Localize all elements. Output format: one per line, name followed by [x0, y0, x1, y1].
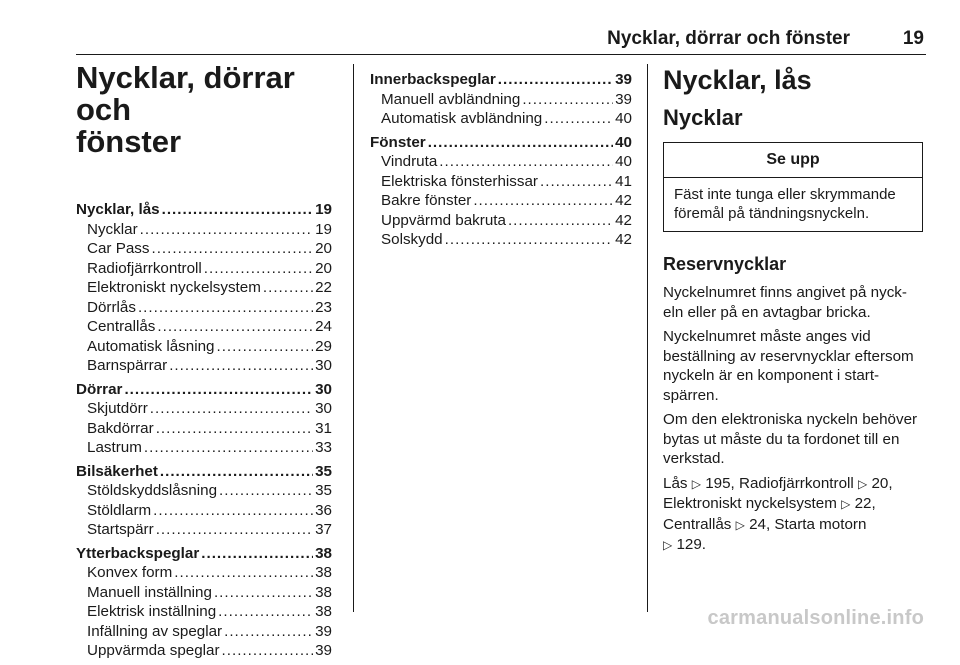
toc-page-number: 29 [315, 337, 332, 355]
toc-label: Startspärr [87, 521, 154, 538]
toc-item[interactable] [76, 641, 332, 661]
toc-item[interactable] [76, 438, 332, 458]
toc-page-number: 20 [315, 259, 332, 277]
toc-leader [140, 220, 313, 240]
toc-page-number: 36 [315, 501, 332, 519]
toc-leader [204, 259, 313, 279]
toc-item[interactable] [76, 520, 332, 540]
toc-group-heading[interactable] [76, 200, 332, 220]
toc-leader [160, 462, 313, 482]
toc-leader [222, 641, 314, 661]
cross-references [663, 474, 926, 556]
toc-group-heading[interactable] [76, 544, 332, 564]
toc-page-number: 41 [615, 172, 632, 190]
text-line: spärren. [663, 386, 719, 404]
toc-label: Fönster [370, 133, 426, 151]
text-line: Nyckelnumret finns angivet på nyck- [663, 284, 907, 301]
toc-label: Car Pass [87, 240, 150, 257]
toc-leader [439, 152, 613, 172]
toc-leader [157, 317, 313, 337]
toc-label: Manuell avbländning [381, 90, 521, 108]
toc-item[interactable] [76, 583, 332, 603]
toc-item[interactable] [76, 356, 332, 376]
toc-label: Automatisk avbländning [381, 110, 543, 127]
toc-item[interactable] [370, 211, 632, 231]
toc-group-heading[interactable] [76, 462, 332, 482]
toc-group [370, 133, 632, 250]
toc-label: Manuell inställning [87, 583, 212, 601]
subsection-title: Reservnycklar [663, 254, 787, 274]
toc-leader [151, 239, 313, 259]
toc-label: Uppvärmd bakruta [381, 211, 506, 229]
page-ref-arrow-icon: ▷ [691, 476, 701, 491]
toc-group-heading[interactable] [370, 70, 632, 90]
warning-line: Fäst inte tunga eller skrymmande [674, 186, 896, 203]
toc-page-number: 40 [615, 133, 632, 151]
toc-label: Elektroniskt nyckelsystem [87, 279, 261, 296]
toc-label: Bilsäkerhet [76, 462, 158, 480]
toc-page-number: 40 [615, 153, 632, 170]
text-line: verkstad. [663, 450, 725, 467]
toc-group-heading[interactable] [76, 380, 332, 400]
toc-page-number: 42 [615, 211, 632, 229]
chapter-title: Nycklar, dörrar och fönster [76, 60, 295, 159]
toc-page-number: 23 [315, 298, 332, 316]
toc-page-number: 37 [315, 521, 332, 538]
text-line: bytas ut måste du ta fordonet till en [663, 430, 900, 448]
toc-item[interactable] [76, 501, 332, 521]
toc-page-number: 33 [315, 439, 332, 456]
toc-leader [522, 90, 613, 110]
warning-title: Se upp [664, 143, 922, 178]
toc-group [76, 380, 332, 458]
toc-leader [218, 602, 313, 622]
left-column [76, 62, 332, 665]
column-divider-right [647, 64, 648, 612]
toc-page-number: 40 [615, 110, 632, 127]
toc-leader [156, 520, 313, 540]
column-divider-left [353, 64, 354, 612]
table-of-contents-left [76, 200, 332, 661]
toc-item[interactable] [76, 481, 332, 501]
toc-page-number: 22 [315, 279, 332, 296]
toc-label: Stöldskyddslåsning [87, 482, 218, 499]
toc-leader [224, 622, 313, 642]
toc-label: Vindruta [381, 153, 438, 170]
ref-text: 195, Radiofjärrkontroll [705, 474, 854, 492]
toc-group [76, 544, 332, 661]
toc-leader [124, 380, 313, 400]
toc-page-number: 24 [315, 318, 332, 335]
toc-label: Solskydd [381, 231, 443, 248]
toc-leader [138, 298, 313, 318]
page-ref-arrow-icon: ▷ [735, 517, 745, 532]
toc-leader [169, 356, 313, 376]
table-of-contents-middle [370, 70, 632, 250]
toc-label: Konvex form [87, 564, 173, 581]
ref-text: 129. [676, 536, 707, 553]
ref-text: 20, [871, 474, 893, 492]
text-line: Om den elektroniska nyckeln behöver [663, 411, 918, 428]
toc-page-number: 20 [315, 240, 332, 257]
toc-item[interactable] [370, 172, 632, 192]
ref-text: 24, Starta motorn [749, 515, 867, 533]
toc-item[interactable] [370, 90, 632, 110]
toc-label: Skjutdörr [87, 400, 148, 417]
toc-page-number: 39 [315, 642, 332, 659]
toc-page-number: 35 [315, 462, 332, 480]
toc-item[interactable] [76, 298, 332, 318]
toc-leader [153, 501, 313, 521]
toc-label: Infällning av speglar [87, 622, 223, 640]
toc-item[interactable] [76, 220, 332, 240]
toc-page-number: 31 [315, 419, 332, 437]
watermark-footer: carmanualsonline.info [707, 607, 924, 629]
toc-page-number: 30 [315, 357, 332, 374]
toc-page-number: 38 [315, 603, 332, 620]
toc-leader [540, 172, 613, 192]
toc-label: Bakre fönster [381, 192, 472, 209]
toc-label: Centrallås [87, 318, 156, 335]
toc-leader [473, 191, 613, 211]
toc-label: Elektrisk inställning [87, 603, 217, 620]
middle-column [370, 70, 632, 254]
paragraph [663, 410, 926, 469]
toc-leader [219, 481, 313, 501]
section-subtitle: Nycklar [663, 105, 743, 130]
toc-page-number: 39 [315, 622, 332, 640]
toc-item[interactable] [370, 109, 632, 129]
toc-leader [144, 438, 313, 458]
toc-label: Dörrar [76, 380, 123, 398]
toc-group [370, 70, 632, 129]
warning-box [663, 142, 923, 232]
toc-item[interactable] [76, 602, 332, 622]
toc-item[interactable] [76, 278, 332, 298]
ref-text: Lås [663, 474, 688, 492]
toc-label: Dörrlås [87, 298, 136, 316]
toc-item[interactable] [76, 622, 332, 642]
toc-page-number: 19 [315, 201, 332, 218]
toc-item[interactable] [76, 239, 332, 259]
text-line: beställning av reservnycklar eftersom [663, 347, 914, 365]
text-line: nyckeln är en komponent i start- [663, 367, 880, 384]
warning-line: föremål på tändningsnyckeln. [674, 205, 870, 222]
toc-page-number: 38 [315, 583, 332, 601]
toc-label: Ytterbackspeglar [76, 544, 200, 562]
toc-label: Automatisk låsning [87, 337, 215, 355]
warning-text [664, 178, 922, 231]
toc-item[interactable] [370, 230, 632, 250]
toc-page-number: 39 [615, 90, 632, 108]
right-column [663, 64, 926, 561]
toc-label: Barnspärrar [87, 357, 168, 374]
toc-page-number: 30 [315, 400, 332, 417]
section-title: Nycklar, lås [663, 65, 812, 95]
toc-item[interactable] [76, 317, 332, 337]
running-header-title: Nycklar, dörrar och fönster [607, 28, 850, 49]
toc-page-number: 38 [315, 544, 332, 562]
toc-page-number: 30 [315, 380, 332, 398]
toc-leader [156, 419, 313, 439]
toc-page-number: 35 [315, 482, 332, 499]
toc-page-number: 42 [615, 231, 632, 248]
toc-leader [508, 211, 613, 231]
toc-item[interactable] [76, 563, 332, 583]
text-line: Nyckelnumret måste anges vid [663, 328, 871, 345]
toc-label: Stöldlarm [87, 501, 152, 519]
toc-page-number: 42 [615, 192, 632, 209]
toc-leader [150, 399, 313, 419]
toc-group [76, 200, 332, 376]
toc-leader [263, 278, 313, 298]
toc-item[interactable] [370, 152, 632, 172]
toc-label: Elektriska fönsterhissar [381, 172, 538, 190]
page-number: 19 [902, 28, 924, 49]
text-line: eln eller på en avtagbar bricka. [663, 303, 871, 321]
toc-leader [174, 563, 313, 583]
toc-item[interactable] [76, 399, 332, 419]
toc-item[interactable] [76, 419, 332, 439]
toc-item[interactable] [76, 259, 332, 279]
toc-label: Innerbackspeglar [370, 71, 496, 88]
page-ref-arrow-icon: ▷ [841, 497, 851, 511]
toc-page-number: 39 [615, 71, 632, 88]
toc-label: Bakdörrar [87, 419, 154, 437]
toc-leader [498, 70, 613, 90]
toc-label: Uppvärmda speglar [87, 642, 220, 659]
toc-item[interactable] [370, 191, 632, 211]
toc-label: Nycklar, lås [76, 201, 160, 218]
toc-item[interactable] [76, 337, 332, 357]
toc-leader [201, 544, 313, 564]
toc-label: Radiofjärrkontroll [87, 259, 202, 277]
page-ref-arrow-icon: ▷ [663, 538, 673, 552]
toc-label: Lastrum [87, 439, 142, 456]
toc-leader [162, 200, 313, 220]
toc-group [76, 462, 332, 540]
toc-leader [544, 109, 613, 129]
header-divider [76, 54, 926, 55]
toc-leader [214, 583, 313, 603]
toc-leader [428, 133, 613, 153]
toc-leader [445, 230, 613, 250]
toc-label: Nycklar [87, 220, 138, 238]
ref-text: 22, [854, 495, 876, 512]
ref-text: Elektroniskt nyckelsystem [663, 495, 837, 512]
toc-leader [216, 337, 313, 357]
paragraph [663, 327, 926, 405]
paragraph [663, 283, 926, 322]
ref-text: Centrallås [663, 515, 732, 533]
toc-page-number: 19 [315, 220, 332, 238]
toc-group-heading[interactable] [370, 133, 632, 153]
page-ref-arrow-icon: ▷ [858, 476, 868, 491]
toc-page-number: 38 [315, 564, 332, 581]
